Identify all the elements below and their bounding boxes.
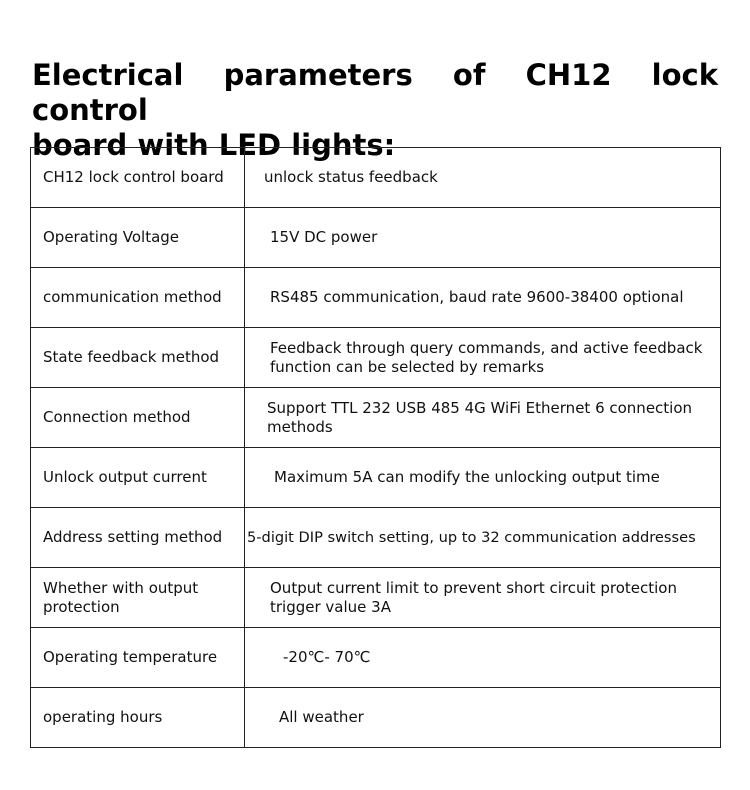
param-cell: Unlock output current <box>31 448 245 508</box>
value-cell: Feedback through query commands, and active feedback function can be selected by remarks <box>245 328 721 388</box>
param-cell: State feedback method <box>31 328 245 388</box>
param-cell: Whether with output protection <box>31 568 245 628</box>
param-cell: Operating temperature <box>31 628 245 688</box>
table-row <box>31 448 721 508</box>
parameters-table <box>30 147 721 748</box>
value-cell: Support TTL 232 USB 485 4G WiFi Ethernet 6 connection methods <box>245 388 721 448</box>
param-cell: CH12 lock control board <box>31 148 245 208</box>
param-cell: communication method <box>31 268 245 328</box>
table-row <box>31 328 721 388</box>
table-row <box>31 628 721 688</box>
value-cell: -20℃- 70℃ <box>245 628 721 688</box>
table-row <box>31 508 721 568</box>
value-cell: 15V DC power <box>245 208 721 268</box>
table-row <box>31 568 721 628</box>
value-cell: 5-digit DIP switch setting, up to 32 communication addresses <box>245 508 721 568</box>
table-row <box>31 208 721 268</box>
value-cell: Maximum 5A can modify the unlocking output time <box>245 448 721 508</box>
param-cell: Address setting method <box>31 508 245 568</box>
value-cell: RS485 communication, baud rate 9600-38400 optional <box>245 268 721 328</box>
value-cell: All weather <box>245 688 721 748</box>
title-line-2: board with LED lights: <box>32 128 396 162</box>
table-row <box>31 268 721 328</box>
title-line-1: Electrical parameters of CH12 lock control <box>32 58 718 127</box>
param-cell: Connection method <box>31 388 245 448</box>
table-row <box>31 148 721 208</box>
param-cell: Operating Voltage <box>31 208 245 268</box>
table-row <box>31 688 721 748</box>
table-row <box>31 388 721 448</box>
value-cell: unlock status feedback <box>245 148 721 208</box>
param-cell: operating hours <box>31 688 245 748</box>
value-cell: Output current limit to prevent short circuit protection trigger value 3A <box>245 568 721 628</box>
